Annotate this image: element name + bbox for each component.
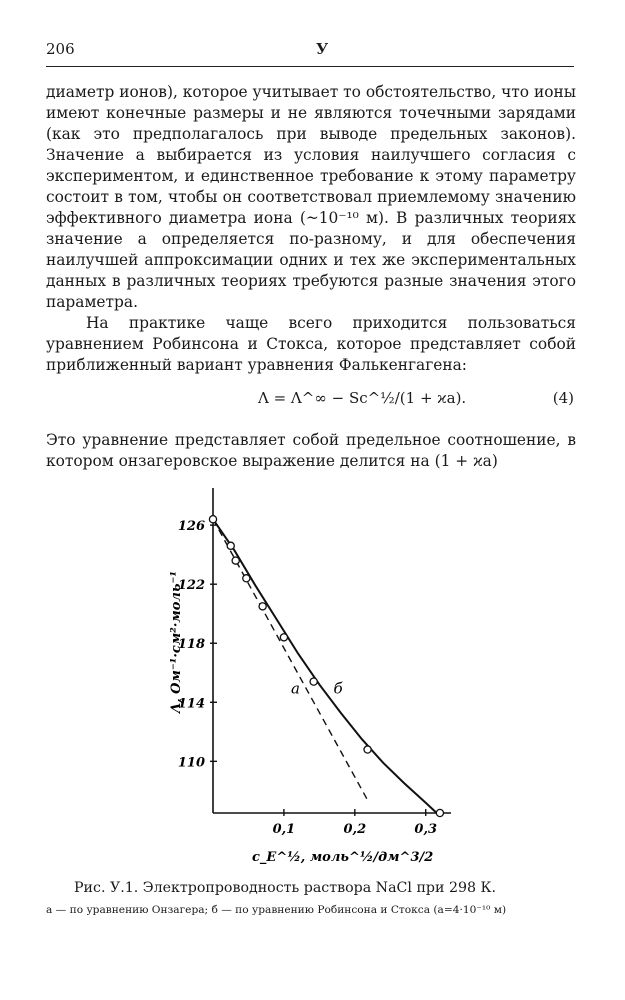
figure-caption: Рис. У.1. Электропроводность раствора NaCl при 298 К. (74, 880, 497, 896)
x-tick-label: 0,2 (343, 822, 367, 837)
data-point (364, 746, 371, 753)
conductivity-chart (160, 488, 460, 873)
formula (46, 378, 576, 418)
formula-number: (4) (552, 389, 574, 407)
experimental-points (209, 516, 443, 817)
paragraph-3: Это уравнение представляет собой предельное соотношение, в котором онзагеровское выражение делится на (1 + ϰa) (46, 431, 576, 470)
y-axis-label: Λ, Ом⁻¹·см²·моль⁻¹ (169, 570, 184, 713)
data-point (227, 542, 234, 549)
data-point (436, 809, 443, 816)
series-a-label: а (291, 679, 300, 698)
y-tick-label: 114 (177, 696, 205, 712)
data-point (280, 634, 287, 641)
y-tick-label: 122 (177, 578, 205, 594)
y-tick-label: 126 (177, 519, 205, 535)
series-b-line (213, 519, 440, 816)
data-point (259, 603, 266, 610)
paragraph-2: На практике чаще всего приходится пользоваться уравнением Робинсона и Стокса, которое представляет собой приближенный вариант уравнения Фалькенгагена: (46, 314, 576, 374)
data-point (310, 678, 317, 685)
figure-legend: а — по уравнению Онзагера; б — по уравнению Робинсона и Стокса (a=4·10⁻¹⁰ м) (46, 904, 507, 916)
formula-expression: Λ = Λ^∞ − Sc^½/(1 + ϰa). (258, 389, 467, 407)
page-number: 206 (46, 40, 75, 58)
data-point (232, 557, 239, 564)
x-tick-label: 0,1 (272, 822, 296, 837)
x-axis-label: c_E^½, моль^½/дм^3/2 (252, 850, 434, 865)
paragraph-1: диаметр ионов), которое учитывает то обстоятельство, что ионы имеют конечные размеры и не являются точечными зарядами (как это предполагалось при выводе предельных законов). Значение a выбирается из условия наилучшего согласия с экспериментом, и единственное требование к этому параметру состоит в том, чтобы он соответствовал приемлемому значению эффективного диаметра иона (~10⁻¹⁰ м). В различных теориях значение a определяется по-разному, и для обеспечения наилучшей аппроксимации одних и тех же экспериментальных данных в различных теориях требуются разные значения этого параметра. (46, 83, 576, 311)
y-tick-label: 118 (177, 637, 205, 653)
y-tick-label: 110 (177, 755, 205, 771)
data-point (209, 516, 216, 523)
x-tick-label: 0,3 (414, 822, 438, 837)
running-head: У (316, 40, 329, 58)
body-text (46, 82, 576, 472)
page-header (46, 40, 574, 67)
series-b-label: б (333, 679, 343, 698)
data-point (243, 575, 250, 582)
